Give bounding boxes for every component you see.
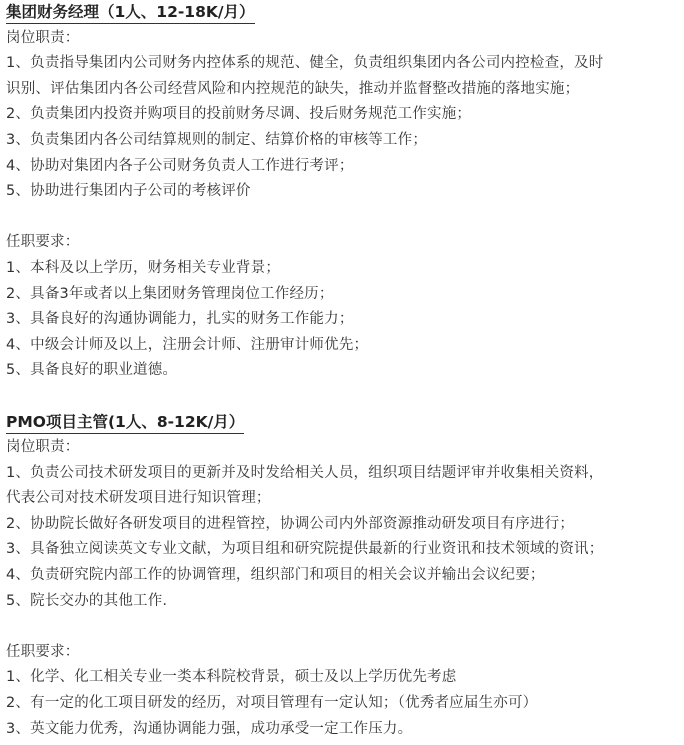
duty-line: 1、负责公司技术研发项目的更新并及时发给相关人员，组织项目结题评审并收集相关资料， [6,464,604,481]
duty-line: 识别、评估集团内各公司经营风险和内控规范的缺失，推动并监督整改措施的落地实施； [6,80,580,97]
requirements-heading: 任职要求： [6,643,80,660]
requirement-line: 2、具备3年或者以上集团财务管理岗位工作经历； [6,285,334,302]
requirement-line: 3、具备良好的沟通协调能力，扎实的财务工作能力； [6,311,354,328]
section-1 [6,0,682,26]
spacer [6,614,682,640]
requirement-line: 1、本科及以上学历，财务相关专业背景； [6,259,281,276]
spacer [6,205,682,231]
requirement-line: 3、英文能力优秀，沟通协调能力强，成功承受一定工作压力。 [6,720,413,737]
duty-line: 2、负责集团内投资并购项目的投前财务尽调、投后财务规范工作实施； [6,106,472,123]
requirement-line: 4、中级会计师及以上，注册会计师、注册审计师优先； [6,336,369,353]
duty-line: 4、协助对集团内各子公司财务负责人工作进行考评； [6,157,354,174]
duty-line: 2、协助院长做好各研发项目的进程管控，协调公司内外部资源推动研发项目有序进行； [6,515,575,532]
requirement-line: 2、有一定的化工项目研发的经历，对项目管理有一定认知；（优秀者应届生亦可） [6,695,538,712]
duties-heading: 岗位职责： [6,29,80,46]
section-2 [6,410,682,436]
requirement-line: 1、化学、化工相关专业一类本科院校背景，硕士及以上学历优先考虑 [6,669,457,686]
duty-line: 5、协助进行集团内子公司的考核评价 [6,183,251,200]
spacer [6,384,682,410]
section-title: PMO项目主管(1人、8-12K/月） [6,411,244,434]
requirements-heading: 任职要求： [6,234,80,251]
duty-line: 3、具备独立阅读英文专业文献，为项目组和研究院提供最新的行业资讯和技术领域的资讯； [6,541,604,558]
duty-line: 5、院长交办的其他工作. [6,592,168,609]
duty-line: 3、负责集团内各公司结算规则的制定、结算价格的审核等工作； [6,131,428,148]
duty-line: 代表公司对技术研发项目进行知识管理； [6,490,271,507]
section-title: 集团财务经理（1人、12-18K/月） [6,1,255,24]
requirement-line: 5、具备良好的职业道德。 [6,362,178,379]
duty-line: 1、负责指导集团内公司财务内控体系的规范、健全，负责组织集团内各公司内控检查，及时 [6,55,604,72]
duty-line: 4、负责研究院内部工作的协调管理，组织部门和项目的相关会议并输出会议纪要； [6,567,545,584]
job-posting-document [6,0,682,742]
duties-heading: 岗位职责： [6,439,80,456]
